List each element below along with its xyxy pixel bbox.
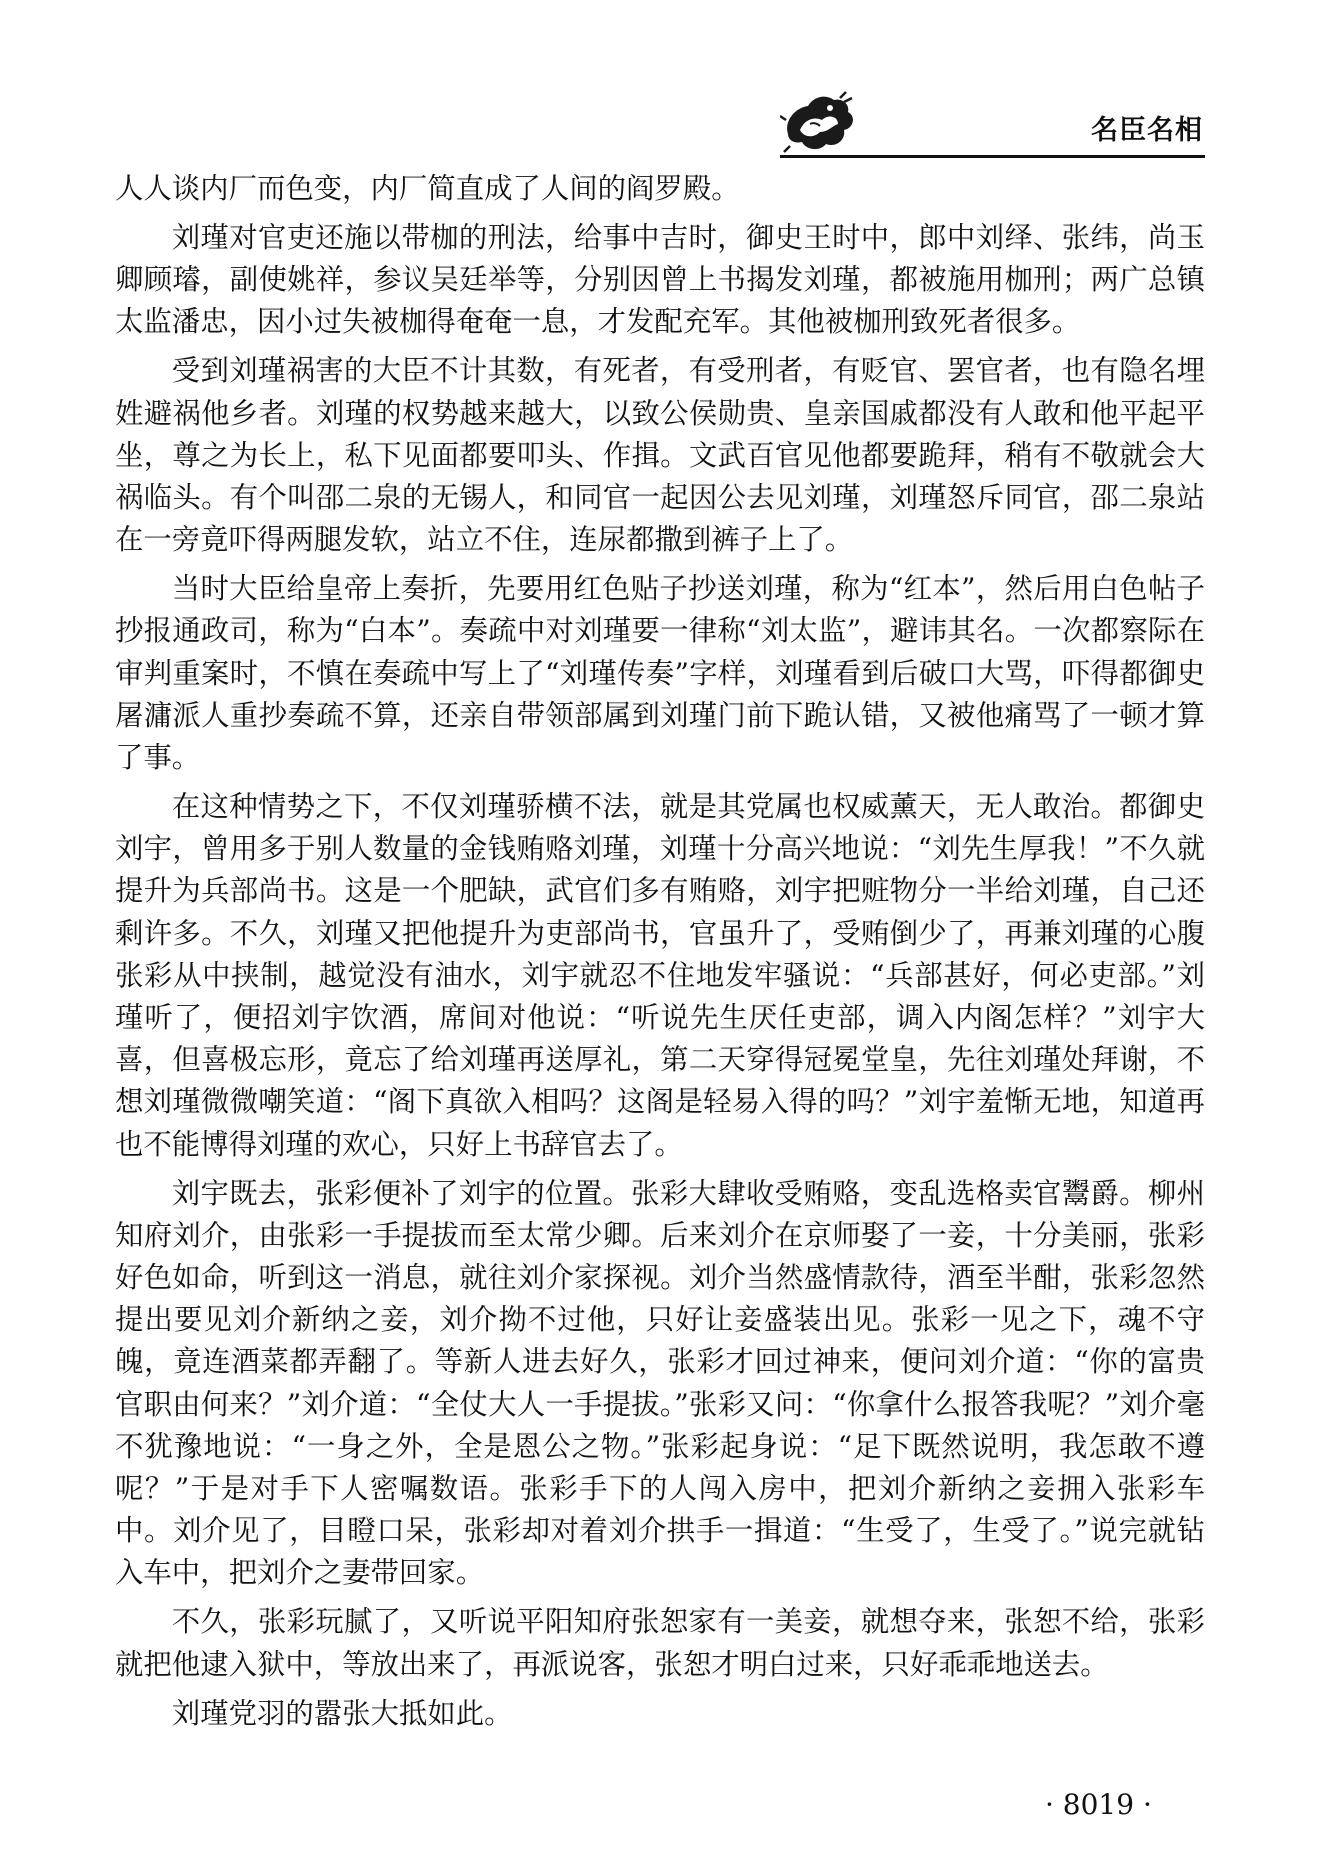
header-title: 名臣名相 — [1091, 115, 1203, 146]
running-header — [780, 90, 1205, 160]
paragraph: 当时大臣给皇帝上奏折，先要用红色贴子抄送刘瑾，称为“红本”，然后用白色帖子抄报通政司，称为“白本”。奏疏中对刘瑾要一律称“刘太监”，避讳其名。一次都察际在审判重案时，不慎在奏疏中写上了“刘瑾传奏”字样，刘瑾看到后破口大骂，吓得都御史屠滽派人重抄奏疏不算，还亲自带领部属到刘瑾门前下跪认错，又被他痛骂了一顿才算了事。 — [115, 572, 1205, 775]
header-rule — [780, 155, 1205, 158]
page-number: · 8019 · — [1045, 1788, 1152, 1821]
paragraph: 不久，张彩玩腻了，又听说平阳知府张恕家有一美妾，就想夺来，张恕不给，张彩就把他逮入狱中，等放出来了，再派说客，张恕才明白过来，只好乖乖地送去。 — [115, 1605, 1205, 1681]
article-body — [115, 168, 1205, 1742]
dragon-emblem-icon — [780, 90, 860, 154]
paragraph: 在这种情势之下，不仅刘瑾骄横不法，就是其党属也权威薰天，无人敢治。都御史刘宇，曾用多于别人数量的金钱贿赂刘瑾，刘瑾十分高兴地说：“刘先生厚我！”不久就提升为兵部尚书。这是一个肥缺，武官们多有贿赂，刘宇把赃物分一半给刘瑾，自己还剩许多。不久，刘瑾又把他提升为吏部尚书，官虽升了，受贿倒少了，再兼刘瑾的心腹张彩从中挟制，越觉没有油水，刘宇就忍不住地发牢骚说：“兵部甚好，何必吏部。”刘瑾听了，便招刘宇饮酒，席间对他说：“听说先生厌任吏部，调入内阁怎样？”刘宇大喜，但喜极忘形，竟忘了给刘瑾再送厚礼，第二天穿得冠冕堂皇，先往刘瑾处拜谢，不想刘瑾微微嘲笑道：“阁下真欲入相吗？这阁是轻易入得的吗？”刘宇羞惭无地，知道再也不能博得刘瑾的欢心，只好上书辞官去了。 — [115, 790, 1205, 1161]
paragraph: 受到刘瑾祸害的大臣不计其数，有死者，有受刑者，有贬官、罢官者，也有隐名埋姓避祸他乡者。刘瑾的权势越来越大，以致公侯勋贵、皇亲国戚都没有人敢和他平起平坐，尊之为长上，私下见面都要叩头、作揖。文武百官见他都要跪拜，稍有不敬就会大祸临头。有个叫邵二泉的无锡人，和同官一起因公去见刘瑾，刘瑾怒斥同官，邵二泉站在一旁竟吓得两腿发软，站立不住，连尿都撒到裤子上了。 — [115, 354, 1205, 557]
paragraph: 刘瑾对官吏还施以带枷的刑法，给事中吉时，御史王时中，郎中刘绎、张纬，尚玉卿顾璿，副使姚祥，参议吴廷举等，分别因曾上书揭发刘瑾，都被施用枷刑；两广总镇太监潘忠，因小过失被枷得奄奄一息，才发配充军。其他被枷刑致死者很多。 — [115, 221, 1205, 339]
paragraph: 人人谈内厂而色变，内厂简直成了人间的阎罗殿。 — [115, 172, 740, 205]
paragraph: 刘瑾党羽的嚣张大抵如此。 — [171, 1696, 513, 1730]
paragraph: 刘宇既去，张彩便补了刘宇的位置。张彩大肆收受贿赂，变乱选格卖官鬻爵。柳州知府刘介，由张彩一手提拔而至太常少卿。后来刘介在京师娶了一妾，十分美丽，张彩好色如命，听到这一消息，就往刘介家探视。刘介当然盛情款待，酒至半酣，张彩忽然提出要见刘介新纳之妾，刘介拗不过他，只好让妾盛装出见。张彩一见之下，魂不守魄，竟连酒菜都弄翻了。等新人进去好久，张彩才回过神来，便问刘介道：“你的富贵官职由何来？”刘介道：“全仗大人一手提拔。”张彩又问：“你拿什么报答我呢？”刘介毫不犹豫地说：“一身之外，全是恩公之物。”张彩起身说：“足下既然说明，我怎敢不遵呢？”于是对手下人密嘱数语。张彩手下的人闯入房中，把刘介新纳之妾拥入张彩车中。刘介见了，目瞪口呆，张彩却对着刘介拱手一揖道：“生受了，生受了。”说完就钻入车中，把刘介之妻带回家。 — [115, 1176, 1205, 1590]
